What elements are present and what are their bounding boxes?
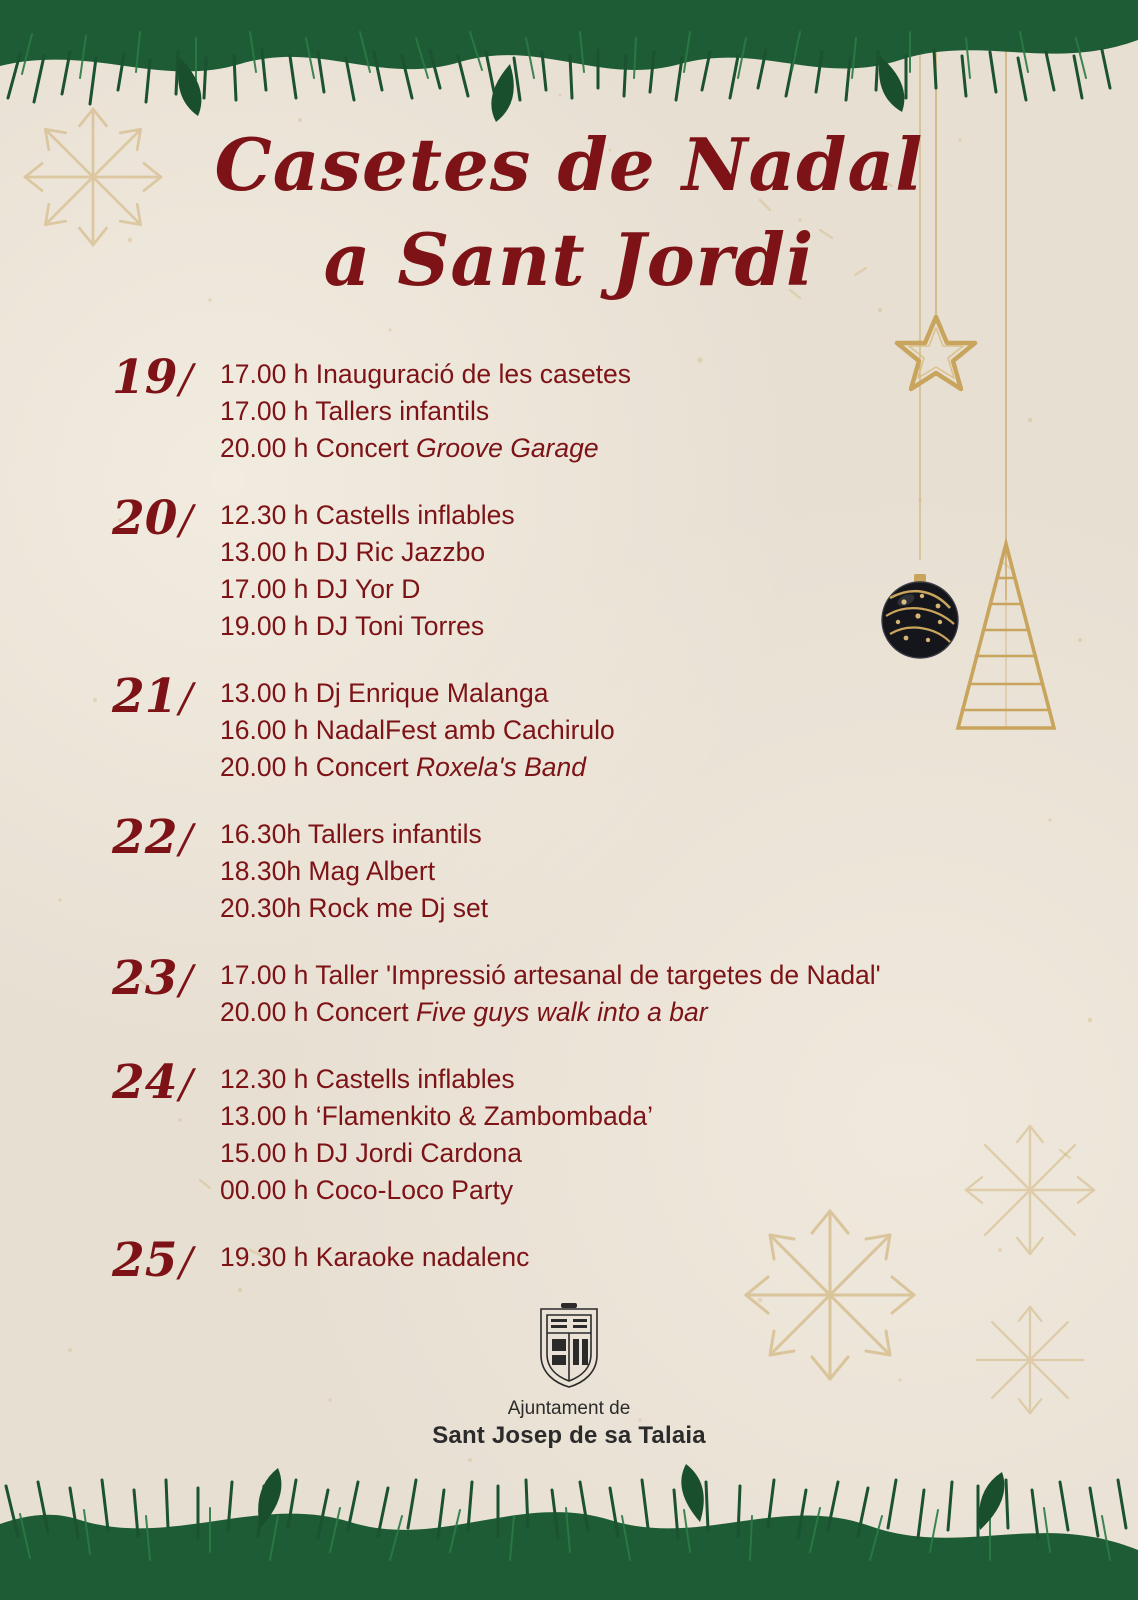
event-text: 00.00 h Coco-Loco Party [220, 1175, 514, 1205]
event-text: 17.00 h Tallers infantils [220, 396, 490, 426]
sant-josep-coat-of-arms-icon [531, 1299, 607, 1391]
event-title-emphasis: Groove Garage [415, 433, 599, 463]
event-text: 20.30h Rock me Dj set [220, 893, 489, 923]
event-item [220, 853, 1044, 890]
day-separator: / [179, 958, 193, 1004]
day-number [104, 671, 220, 725]
schedule-day-row [104, 493, 1044, 645]
event-item [220, 1172, 1044, 1209]
event-item [220, 534, 1044, 571]
schedule-list [104, 352, 1044, 1315]
event-text: 16.00 h NadalFest amb Cachirulo [220, 715, 615, 745]
event-item [220, 356, 1044, 393]
event-text: 13.00 h ‘Flamenkito & Zambombada’ [220, 1101, 654, 1131]
day-separator: / [179, 1240, 193, 1286]
event-title-emphasis: Roxela's Band [415, 752, 586, 782]
event-text: 13.00 h Dj Enrique Malanga [220, 678, 549, 708]
event-item [220, 749, 1044, 786]
event-item [220, 1239, 1044, 1276]
day-number [104, 953, 220, 1007]
event-text: 12.30 h Castells inflables [220, 500, 515, 530]
event-text: 12.30 h Castells inflables [220, 1064, 515, 1094]
footer-line-2: Sant Josep de sa Talaia [432, 1422, 706, 1449]
day-number [104, 352, 220, 406]
day-number-value: 21 [112, 669, 178, 724]
day-events [220, 671, 1044, 786]
footer-block [0, 1299, 1138, 1450]
event-item [220, 712, 1044, 749]
event-text: 20.00 h Concert [220, 433, 416, 463]
event-text: 15.00 h DJ Jordi Cardona [220, 1138, 522, 1168]
title-line-1: Casetes de Nadal [214, 122, 924, 207]
day-events [220, 1057, 1044, 1209]
day-number [104, 812, 220, 866]
event-item [220, 393, 1044, 430]
day-number-value: 25 [112, 1233, 178, 1288]
event-text: 19.00 h DJ Toni Torres [220, 611, 485, 641]
day-number [104, 493, 220, 547]
day-number-value: 19 [112, 350, 178, 405]
day-events [220, 953, 1044, 1031]
pine-branch-garland-icon [0, 1456, 1138, 1600]
event-item [220, 1135, 1044, 1172]
event-title-emphasis: Five guys walk into a bar [415, 997, 708, 1027]
event-item [220, 816, 1044, 853]
day-separator: / [179, 817, 193, 863]
day-number-value: 22 [112, 810, 178, 865]
day-number-value: 23 [112, 951, 178, 1006]
day-events [220, 493, 1044, 645]
schedule-day-row [104, 671, 1044, 786]
day-events [220, 812, 1044, 927]
schedule-day-row [104, 1057, 1044, 1209]
event-item [220, 1061, 1044, 1098]
day-separator: / [179, 676, 193, 722]
event-item [220, 571, 1044, 608]
schedule-day-row [104, 352, 1044, 467]
title-line-2: a Sant Jordi [323, 217, 815, 302]
event-text: 13.00 h DJ Ric Jazzbo [220, 537, 486, 567]
event-text: 18.30h Mag Albert [220, 856, 436, 886]
event-item [220, 430, 1044, 467]
event-item [220, 675, 1044, 712]
schedule-day-row [104, 812, 1044, 927]
day-number-value: 24 [112, 1055, 178, 1110]
footer-line-1: Ajuntament de [507, 1398, 631, 1419]
day-events [220, 352, 1044, 467]
day-number [104, 1057, 220, 1111]
event-item [220, 957, 1044, 994]
pine-branch-garland-icon [0, 0, 1138, 124]
event-text: 17.00 h Inauguració de les casetes [220, 359, 632, 389]
event-text: 16.30h Tallers infantils [220, 819, 482, 849]
schedule-day-row [104, 953, 1044, 1031]
day-separator: / [179, 357, 193, 403]
day-separator: / [179, 1062, 193, 1108]
event-item [220, 1098, 1044, 1135]
day-number [104, 1235, 220, 1289]
day-events [220, 1235, 1044, 1276]
event-text: 20.00 h Concert [220, 997, 416, 1027]
event-item [220, 608, 1044, 645]
event-item [220, 994, 1044, 1031]
schedule-day-row [104, 1235, 1044, 1289]
event-item [220, 497, 1044, 534]
day-number-value: 20 [112, 491, 178, 546]
event-text: 17.00 h DJ Yor D [220, 574, 421, 604]
event-text: 19.30 h Karaoke nadalenc [220, 1242, 530, 1272]
event-text: 20.00 h Concert [220, 752, 416, 782]
poster-title [0, 118, 1138, 308]
event-text: 17.00 h Taller 'Impressió artesanal de targetes de Nadal' [220, 960, 881, 990]
day-separator: / [179, 498, 193, 544]
event-item [220, 890, 1044, 927]
